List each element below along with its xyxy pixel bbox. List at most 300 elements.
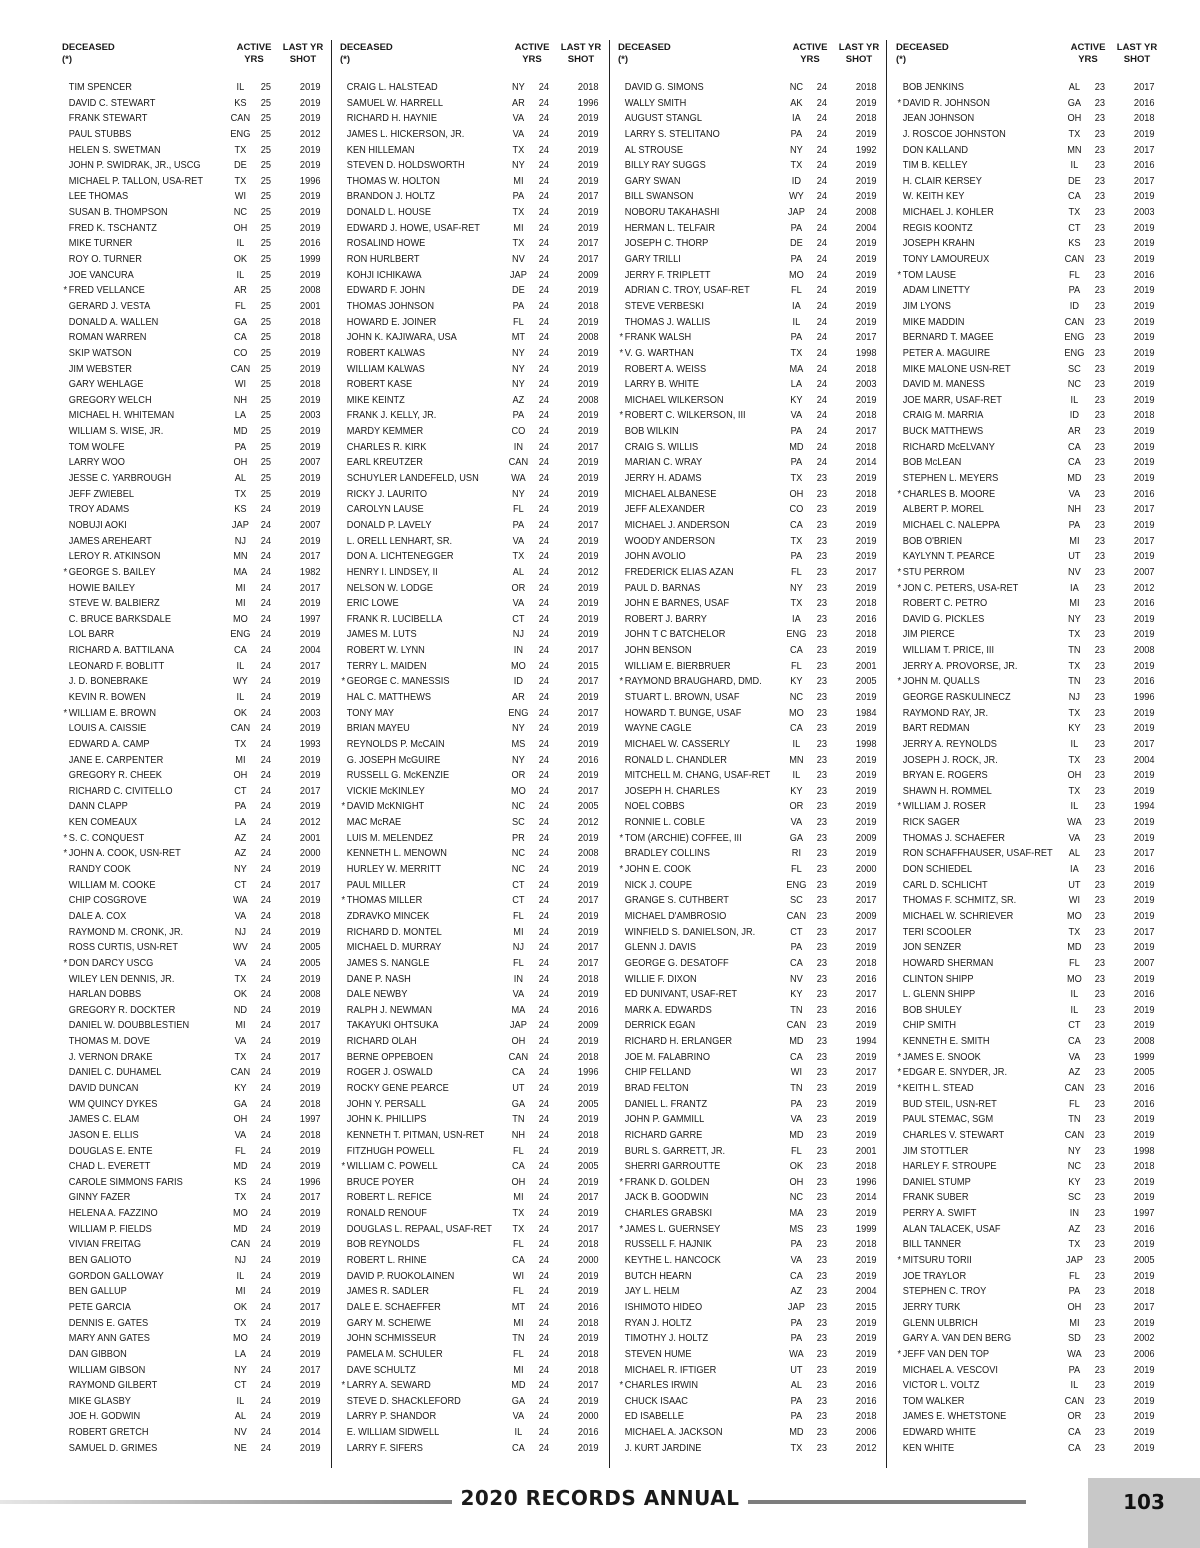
last-year-shot: 2016 <box>855 1003 877 1016</box>
shooter-name: THOMAS F. SCHMITZ, SR. <box>902 894 1017 907</box>
shooter-state: IA <box>792 612 801 625</box>
shooter-state: NY <box>233 863 247 876</box>
active-years: 23 <box>816 784 828 797</box>
list-item <box>616 455 885 471</box>
list-item <box>60 143 329 159</box>
last-year-shot: 2006 <box>855 1426 877 1439</box>
list-item <box>894 1363 1163 1379</box>
active-years: 24 <box>260 1019 272 1032</box>
last-year-shot: 2017 <box>1133 503 1155 516</box>
active-years: 24 <box>260 628 272 641</box>
shooter-state: VA <box>234 1128 247 1141</box>
shooter-state: GA <box>789 831 804 844</box>
list-item <box>616 799 885 815</box>
footer-rule-left <box>0 1500 452 1504</box>
active-years: 24 <box>538 722 550 735</box>
last-year-shot: 2016 <box>1133 988 1155 1001</box>
last-year-shot: 2019 <box>577 988 599 1001</box>
shooter-name: MICHAEL J. KOHLER <box>902 206 994 219</box>
shooter-name: WINFIELD S. DANIELSON, JR. <box>624 925 756 938</box>
last-year-shot: 2004 <box>855 221 877 234</box>
list-item <box>616 1300 885 1316</box>
list-item <box>338 1347 607 1363</box>
list-item <box>60 189 329 205</box>
list-item <box>894 1378 1163 1394</box>
list-item <box>60 96 329 112</box>
shooter-name: CHIP SMITH <box>902 1019 957 1032</box>
active-years: 24 <box>538 378 550 391</box>
shooter-state: TX <box>234 143 247 156</box>
shooter-name: JEFF ZWIEBEL <box>68 487 135 500</box>
active-years: 24 <box>816 96 828 109</box>
last-year-shot: 2017 <box>855 565 877 578</box>
shooter-name: CHUCK ISAAC <box>624 1394 688 1407</box>
active-years: 23 <box>1094 1285 1106 1298</box>
shooter-state: NC <box>233 206 248 219</box>
last-year-shot: 2019 <box>1133 1426 1155 1439</box>
header-active-yrs: ACTIVE YRS <box>236 42 272 65</box>
active-years: 23 <box>816 816 828 829</box>
active-years: 23 <box>1094 1347 1106 1360</box>
list-item <box>894 1222 1163 1238</box>
list-item <box>894 721 1163 737</box>
shooter-name: KEITH L. STEAD <box>902 1082 974 1094</box>
list-item <box>894 1144 1163 1160</box>
list-item <box>894 753 1163 769</box>
shooter-name: HELEN S. SWETMAN <box>68 143 161 156</box>
shooter-state: MS <box>511 737 526 750</box>
list-item <box>338 972 607 988</box>
list-item <box>338 1018 607 1034</box>
last-year-shot: 2003 <box>299 706 321 719</box>
shooter-name: DAN GIBBON <box>68 1347 127 1360</box>
shooter-state: WA <box>511 472 526 485</box>
active-years: 23 <box>1094 1191 1106 1204</box>
deceased-marker: * <box>341 1379 346 1392</box>
shooter-state: NJ <box>512 628 525 641</box>
shooter-state: DE <box>789 237 803 250</box>
shooter-state: ID <box>1069 299 1080 312</box>
shooter-state: WI <box>234 190 247 203</box>
shooter-name: HELENA A. FAZZINO <box>68 1207 158 1220</box>
shooter-state: VA <box>512 534 525 547</box>
list-item <box>616 1409 885 1425</box>
shooter-name: MICHAEL W. CASSERLY <box>624 737 731 750</box>
active-years: 23 <box>1094 1238 1106 1251</box>
active-years: 24 <box>260 1269 272 1282</box>
list-item <box>616 1190 885 1206</box>
shooter-state: IN <box>1069 1207 1080 1220</box>
list-item <box>60 909 329 925</box>
last-year-shot: 2014 <box>855 456 877 469</box>
list-item <box>338 721 607 737</box>
last-year-shot: 2017 <box>299 784 321 797</box>
active-years: 23 <box>1094 112 1106 125</box>
last-year-shot: 1996 <box>577 96 599 109</box>
list-item <box>894 299 1163 315</box>
footer-rule-right <box>748 1500 1026 1504</box>
shooter-state: NY <box>789 143 803 156</box>
last-year-shot: 2012 <box>299 127 321 140</box>
last-year-shot: 2019 <box>299 1207 321 1220</box>
shooter-state: MD <box>511 1379 526 1392</box>
active-years: 24 <box>260 1238 272 1251</box>
shooter-state: KS <box>234 96 247 109</box>
active-years: 24 <box>260 941 272 954</box>
last-year-shot: 2018 <box>577 1238 599 1251</box>
shooter-name: S. C. CONQUEST <box>68 831 145 844</box>
last-year-shot: 2019 <box>577 581 599 594</box>
shooter-name: JAMES C. ELAM <box>68 1113 140 1126</box>
list-item <box>894 96 1163 112</box>
active-years: 24 <box>260 925 272 938</box>
shooter-name: PAUL MILLER <box>346 878 406 891</box>
last-year-shot: 2019 <box>1133 378 1155 391</box>
active-years: 24 <box>538 1426 550 1439</box>
active-years: 23 <box>816 565 828 578</box>
active-years: 24 <box>538 1254 550 1267</box>
last-year-shot: 2019 <box>855 1254 877 1267</box>
last-year-shot: 2019 <box>577 206 599 219</box>
shooter-state: MD <box>233 425 248 438</box>
list-item <box>616 174 885 190</box>
last-year-shot: 2016 <box>1133 675 1155 688</box>
active-years: 23 <box>1094 1394 1106 1407</box>
last-year-shot: 2017 <box>577 190 599 203</box>
shooter-state: CA <box>233 331 247 344</box>
last-year-shot: 2017 <box>299 581 321 594</box>
last-year-shot: 1999 <box>1133 1050 1155 1063</box>
list-item <box>60 471 329 487</box>
last-year-shot: 2006 <box>1133 1347 1155 1360</box>
list-item <box>894 1128 1163 1144</box>
list-item <box>616 674 885 690</box>
active-years: 24 <box>260 1050 272 1063</box>
shooter-name: FRANK D. GOLDEN <box>624 1175 710 1188</box>
last-year-shot: 2018 <box>577 972 599 985</box>
shooter-name: C. BRUCE BARKSDALE <box>68 612 171 625</box>
shooter-name: JON SENZER <box>902 941 962 954</box>
last-year-shot: 2008 <box>577 393 599 406</box>
shooter-state: OH <box>1067 769 1082 782</box>
deceased-marker: * <box>341 1160 346 1173</box>
active-years: 24 <box>260 1066 272 1079</box>
shooter-name: DONALD A. WALLEN <box>68 315 159 328</box>
shooter-name: RONNIE L. COBLE <box>624 816 705 829</box>
last-year-shot: 2007 <box>299 518 321 531</box>
list-item <box>338 612 607 628</box>
shooter-state: CT <box>512 878 525 891</box>
last-year-shot: 2017 <box>577 1222 599 1235</box>
shooter-name: HOWARD SHERMAN <box>902 956 994 969</box>
shooter-state: FL <box>512 315 524 328</box>
shooter-name: CHARLES B. MOORE <box>902 487 996 500</box>
shooter-state: CA <box>1067 1441 1081 1454</box>
list-item <box>338 283 607 299</box>
shooter-name: KEVIN R. BOWEN <box>68 690 146 703</box>
active-years: 24 <box>538 941 550 954</box>
list-item <box>338 909 607 925</box>
list-item <box>894 455 1163 471</box>
shooter-name: ADRIAN C. TROY, USAF-RET <box>624 284 750 297</box>
shooter-name: KEYTHE L. HANCOCK <box>624 1254 721 1267</box>
last-year-shot: 2016 <box>577 753 599 766</box>
shooter-name: DENNIS E. GATES <box>68 1316 149 1329</box>
active-years: 24 <box>538 440 550 453</box>
active-years: 24 <box>538 550 550 563</box>
active-years: 24 <box>538 472 550 485</box>
shooter-state: MO <box>232 1207 248 1220</box>
list-item <box>338 893 607 909</box>
shooter-name: BART REDMAN <box>902 722 970 735</box>
shooter-state: CA <box>789 644 803 657</box>
shooter-state: PA <box>234 800 247 813</box>
active-years: 24 <box>260 909 272 922</box>
active-years: 23 <box>816 925 828 938</box>
active-years: 23 <box>1094 393 1106 406</box>
active-years: 24 <box>260 1222 272 1235</box>
last-year-shot: 2012 <box>855 1441 877 1454</box>
shooter-state: PA <box>790 1316 803 1329</box>
active-years: 24 <box>538 284 550 297</box>
shooter-name: H. CLAIR KERSEY <box>902 174 982 187</box>
shooter-state: MO <box>510 659 526 672</box>
list-item <box>338 596 607 612</box>
shooter-state: UT <box>1068 878 1081 891</box>
last-year-shot: 2018 <box>299 1128 321 1141</box>
shooter-name: JERRY A. PROVORSE, JR. <box>902 659 1018 672</box>
shooter-name: RICHARD C. CIVITELLO <box>68 784 173 797</box>
list-item <box>616 221 885 237</box>
active-years: 23 <box>1094 565 1106 578</box>
shooter-name: PAUL STUBBS <box>68 127 132 140</box>
list-item <box>616 581 885 597</box>
active-years: 23 <box>816 1097 828 1110</box>
shooter-state: PA <box>234 440 247 453</box>
deceased-marker: * <box>63 831 68 844</box>
list-item <box>894 893 1163 909</box>
list-item <box>60 987 329 1003</box>
last-year-shot: 2019 <box>577 1285 599 1298</box>
active-years: 23 <box>1094 847 1106 860</box>
last-year-shot: 2019 <box>299 1347 321 1360</box>
last-year-shot: 2019 <box>299 268 321 281</box>
active-years: 24 <box>538 1035 550 1048</box>
last-year-shot: 2019 <box>855 1113 877 1126</box>
list-item <box>60 534 329 550</box>
active-years: 24 <box>538 237 550 250</box>
last-year-shot: 2015 <box>577 659 599 672</box>
shooter-name: DALE E. SCHAEFFER <box>346 1300 441 1313</box>
last-year-shot: 2017 <box>577 675 599 688</box>
active-years: 24 <box>260 1160 272 1173</box>
list-item <box>894 925 1163 941</box>
active-years: 24 <box>260 816 272 829</box>
list-item <box>616 627 885 643</box>
active-years: 23 <box>816 894 828 907</box>
active-years: 24 <box>538 1363 550 1376</box>
last-year-shot: 2017 <box>577 706 599 719</box>
shooter-name: MITSURU TORII <box>902 1254 972 1267</box>
shooter-name: WILLIAM E. BIERBRUER <box>624 659 731 672</box>
list-item <box>338 205 607 221</box>
shooter-name: KEN WHITE <box>902 1441 955 1454</box>
last-year-shot: 2019 <box>299 1160 321 1173</box>
list-item <box>338 878 607 894</box>
list-item <box>616 643 885 659</box>
shooter-state: CT <box>512 612 525 625</box>
shooter-state: TN <box>512 1113 525 1126</box>
shooter-name: PETE GARCIA <box>68 1300 131 1313</box>
active-years: 23 <box>1094 127 1106 140</box>
shooter-name: JOHN BENSON <box>624 644 692 657</box>
shooter-state: GA <box>511 1097 526 1110</box>
last-year-shot: 2019 <box>577 409 599 422</box>
shooter-name: FRANK R. LUCIBELLA <box>346 612 443 625</box>
shooter-state: TX <box>234 1191 247 1204</box>
active-years: 23 <box>1094 362 1106 375</box>
list-item <box>338 487 607 503</box>
last-year-shot: 1996 <box>299 1175 321 1188</box>
active-years: 25 <box>260 81 272 93</box>
list-item <box>338 174 607 190</box>
shooter-name: THOMAS M. DOVE <box>68 1035 150 1048</box>
header-last-yr-shot: LAST YR SHOT <box>1116 42 1158 65</box>
active-years: 24 <box>538 1347 550 1360</box>
list-item <box>616 1269 885 1285</box>
list-item <box>616 1378 885 1394</box>
shooter-name: REYNOLDS P. McCAIN <box>346 737 445 750</box>
last-year-shot: 2012 <box>299 816 321 829</box>
active-years: 24 <box>260 878 272 891</box>
shooter-name: JOHN E BARNES, USAF <box>624 597 730 610</box>
shooter-name: FRANK SUBER <box>902 1191 969 1204</box>
shooter-state: CA <box>1067 440 1081 453</box>
last-year-shot: 2019 <box>1133 941 1155 954</box>
shooter-name: LARRY A. SEWARD <box>346 1379 431 1392</box>
last-year-shot: 2019 <box>577 143 599 156</box>
shooter-name: RICHARD OLAH <box>346 1035 417 1048</box>
active-years: 23 <box>1094 1254 1106 1267</box>
last-year-shot: 2019 <box>577 550 599 563</box>
shooter-state: CT <box>790 925 803 938</box>
deceased-marker: * <box>897 96 902 109</box>
list-item <box>338 377 607 393</box>
last-year-shot: 2016 <box>1133 597 1155 610</box>
list-item <box>338 471 607 487</box>
shooter-state: MO <box>232 612 248 625</box>
active-years: 23 <box>816 1269 828 1282</box>
list-item <box>616 1112 885 1128</box>
last-year-shot: 2019 <box>299 440 321 453</box>
active-years: 24 <box>816 112 828 125</box>
list-item <box>60 706 329 722</box>
last-year-shot: 2017 <box>577 1379 599 1392</box>
active-years: 23 <box>816 1332 828 1345</box>
list-item <box>338 799 607 815</box>
list-item <box>60 221 329 237</box>
list-item <box>338 1441 607 1457</box>
list-item <box>60 283 329 299</box>
active-years: 23 <box>816 1300 828 1313</box>
active-years: 24 <box>260 1113 272 1126</box>
list-item <box>60 1081 329 1097</box>
shooter-state: MI <box>513 1363 524 1376</box>
list-item <box>616 862 885 878</box>
last-year-shot: 2019 <box>299 1269 321 1282</box>
active-years: 23 <box>1094 800 1106 813</box>
last-year-shot: 2019 <box>1133 550 1155 563</box>
list-item <box>60 1269 329 1285</box>
list-item <box>60 1034 329 1050</box>
active-years: 24 <box>538 800 550 813</box>
list-item <box>60 518 329 534</box>
active-years: 24 <box>538 487 550 500</box>
list-item <box>616 236 885 252</box>
list-item <box>338 315 607 331</box>
list-item <box>60 487 329 503</box>
list-item <box>616 565 885 581</box>
last-year-shot: 2018 <box>855 81 877 93</box>
list-item <box>60 1394 329 1410</box>
shooter-name: HARLEY F. STROUPE <box>902 1160 997 1173</box>
shooter-state: PA <box>512 518 525 531</box>
shooter-state: IL <box>236 237 245 250</box>
list-item <box>338 236 607 252</box>
active-years: 24 <box>816 315 828 328</box>
last-year-shot: 2019 <box>299 1222 321 1235</box>
active-years: 24 <box>538 925 550 938</box>
list-item <box>60 581 329 597</box>
list-item <box>894 283 1163 299</box>
shooter-name: BRADLEY COLLINS <box>624 847 710 860</box>
shooter-state: AR <box>233 284 247 297</box>
list-item <box>894 549 1163 565</box>
active-years: 23 <box>1094 1363 1106 1376</box>
shooter-state: CAN <box>230 1066 251 1079</box>
last-year-shot: 2005 <box>1133 1254 1155 1267</box>
list-item <box>60 1190 329 1206</box>
active-years: 23 <box>816 878 828 891</box>
shooter-name: RALPH J. NEWMAN <box>346 1003 433 1016</box>
active-years: 24 <box>538 346 550 359</box>
shooter-state: ID <box>791 174 802 187</box>
active-years: 24 <box>538 1113 550 1126</box>
active-years: 23 <box>1094 206 1106 219</box>
shooter-name: GARY A. VAN DEN BERG <box>902 1332 1012 1345</box>
shooter-name: THOMAS W. HOLTON <box>346 174 440 187</box>
active-years: 24 <box>260 1410 272 1423</box>
list-item <box>894 143 1163 159</box>
shooter-name: EDWARD A. CAMP <box>68 737 150 750</box>
last-year-shot: 2019 <box>299 1144 321 1157</box>
shooter-name: JOE TRAYLOR <box>902 1269 967 1282</box>
shooter-state: VA <box>790 1113 803 1126</box>
last-year-shot: 2016 <box>855 612 877 625</box>
last-year-shot: 2018 <box>299 315 321 328</box>
last-year-shot: 2017 <box>577 941 599 954</box>
shooter-state: MI <box>513 1191 524 1204</box>
active-years: 24 <box>538 972 550 985</box>
shooter-name: NOEL COBBS <box>624 800 685 813</box>
last-year-shot: 2019 <box>1133 659 1155 672</box>
last-year-shot: 2019 <box>577 722 599 735</box>
active-years: 25 <box>260 393 272 406</box>
active-years: 24 <box>260 706 272 719</box>
shooter-name: JAMES E. SNOOK <box>902 1050 981 1063</box>
shooter-name: CHIP COSGROVE <box>68 894 147 907</box>
header-deceased: DECEASED (*) <box>62 42 115 65</box>
